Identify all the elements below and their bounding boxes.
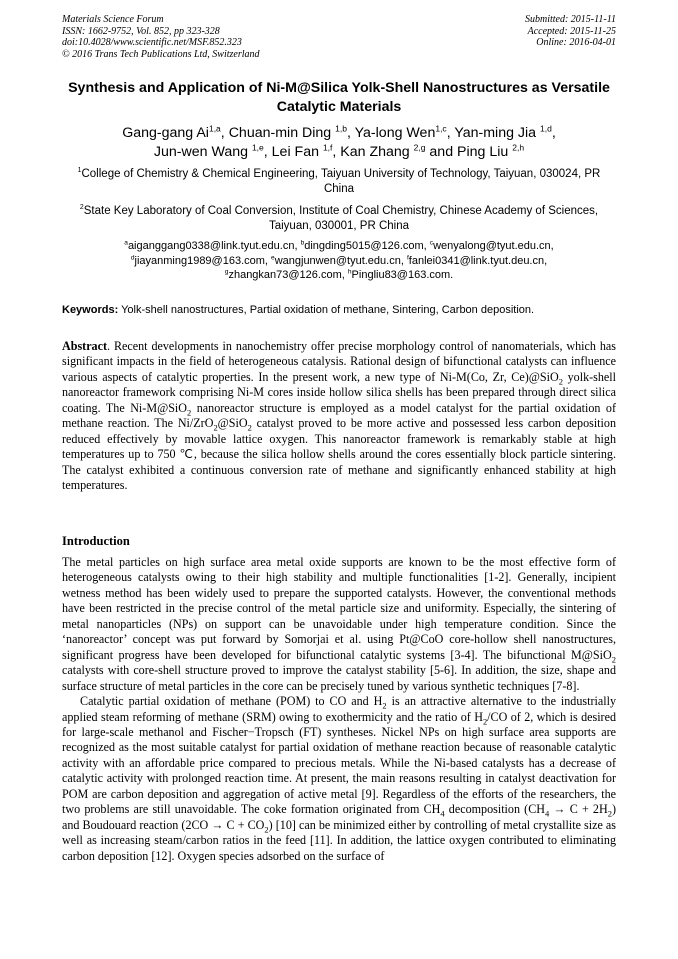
journal-header-right: [525, 14, 616, 49]
email-link[interactable]: $^c$wenyalong@tyut.edu.cn,: [429, 239, 554, 252]
paragraph: The metal particles on high surface area metal oxide supports are known to be the most effective form of heterogeneous catalysts owing to their high stability and multiple functionalities [1-2]. Generally, incipient wetness method has been widely used to prepare the supported catalysts. However, the conventional methods have been restricted in the precise control of the metal particle size and uniformity. Especially, the sintering of metal nanoparticles (NPs) on support can be unavoidable under high temperature condition. Since the ‘nanoreactor’ concept was put forward by Somorjai et al. using Pt@CoO core-hollow shell nanostructures, significant progress have been developed for bifunctional catalytic systems [3-4]. The bifunctional M@SiO$_2$ catalysts with core-shell structure proved to improve the catalyst stability [5-6]. In addition, the size, shape and surface structure of metal particles in the core can be precisely tuned by various synthetic techniques [7-8].: [62, 555, 616, 693]
keywords: [62, 303, 616, 317]
author: Gang-gang Ai$^{1,a}$,: [122, 123, 229, 141]
author: Lei Fan $^{1,f}$,: [271, 142, 341, 160]
keywords-label: Keywords:: [62, 304, 119, 316]
author: Kan Zhang $^{2,g}$ and: [340, 142, 458, 160]
abstract: [62, 339, 616, 494]
email-link[interactable]: $^e$wangjunwen@tyut.edu.cn,: [271, 253, 407, 267]
accepted-date: Accepted: 2015-11-25: [527, 25, 616, 37]
author-emails: [60, 239, 618, 283]
email-link[interactable]: $^a$aiganggang0338@link.tyut.edu.cn,: [124, 239, 301, 252]
paragraph: Catalytic partial oxidation of methane (POM) to CO and $H_2$ is an attractive alternative to the industrially applied steam reforming of methane (SRM) owing to exothermicity and the ratio of $H_2/CO$ of 2, which is desired for large-scale methanol and Fischer−Tropsch (FT) syntheses. Nickel NPs on high surface area supports are recognized as the most suitable catalyst for partial oxidation of methane reaction because of reasonable catalytic activity with an affordable price compared to precious metals. While the Ni-based catalysts has a decrease of catalytic activity with prolonged reaction time. At present, the main reasons resulting in catalyst deactivation for POM are carbon deposition and aggregation of active metal [9]. Regardless of the efforts of the researchers, the two problems are still unavoidable. The coke formation originated from $CH_4$ decomposition $(CH_4 \to C + 2H_2)$ and Boudouard reaction $(2CO \to C + CO_2)$ [10] can be minimized either by controlling of metal crystallite size as well as increasing steam/carbon ratios in the feed [11]. In addition, the lattice oxygen contributed to eliminating carbon deposition [12]. Oxygen species adsorbed on the surface of: [62, 694, 616, 863]
author: Chuan-min Ding $^{1,b}$,: [228, 123, 355, 141]
introduction-body: [62, 555, 616, 864]
email-link[interactable]: $^d$jiayanming1989@163.com,: [130, 253, 272, 267]
author-list: [40, 124, 638, 162]
journal-name: Materials Science Forum: [62, 14, 164, 25]
abstract-body: . Recent developments in nanochemistry offer precise morphology control of nanomaterials, which has significant impacts in the field of heterogeneous catalysis. Rational design of bifunctional catalysts can influence various aspects of catalytic properties. In the present work, a new type of Ni-M(Co, Zr, Ce)@SiO$_2$ yolk-shell nanoreactor framework comprising Ni-M cores inside hollow silica shells has been prepared through direct silica coating. The Ni-M@SiO$_2$ nanoreactor structure is employed as a model catalyst for the partial oxidation of methane reaction. The Ni/ZrO$_2$@SiO$_2$ catalyst proved to be more active and possessed less carbon deposition reduced effectively by movable lattice oxygen. This nanoreactor framework is remarkably stable at high temperatures up to 750 ℃, because the silica hollow shells around the cores essentially block particle sintering. The catalyst exhibited a continuous conversion rate of methane and significantly enhanced stability at high temperatures.: [62, 339, 616, 493]
keywords-text: Yolk-shell nanostructures, Partial oxidation of methane, Sintering, Carbon deposition.: [118, 304, 535, 316]
submitted-date: Submitted: 2015-11-11: [524, 14, 616, 25]
email-link[interactable]: $^f$fanlei0341@link.tyut.deu.cn,: [406, 253, 548, 267]
email-link[interactable]: $^h$Pingliu83@163.com.: [347, 268, 454, 281]
journal-doi: doi:10.4028/www.scientific.net/MSF.852.323: [62, 37, 242, 48]
author: Ya-long Wen$^{1,c}$,: [354, 123, 455, 141]
author: Yan-ming Jia $^{1,d}$,: [454, 123, 556, 141]
paper-title: Synthesis and Application of Ni-M@Silica Yolk-Shell Nanostructures as Versatile Catalytic Materials: [68, 80, 610, 115]
section-heading-introduction: Introduction: [62, 534, 130, 548]
email-link[interactable]: $^g$zhangkan73@126.com,: [224, 268, 348, 281]
affiliation-2: $^2$State Key Laboratory of Coal Conversion, Institute of Coal Chemistry, Chinese Academy of Sciences, Taiyuan, 030001, PR China: [79, 204, 599, 232]
email-link[interactable]: $^b$dingding5015@126.com,: [300, 239, 430, 252]
online-date: Online: 2016-04-01: [536, 37, 616, 48]
abstract-label: Abstract: [62, 339, 108, 353]
journal-copyright: © 2016 Trans Tech Publications Ltd, Switzerland: [62, 48, 260, 60]
author: Jun-wen Wang $^{1,e}$,: [153, 142, 272, 160]
journal-issn: ISSN: 1662-9752, Vol. 852, pp 323-328: [62, 25, 220, 37]
author: Ping Liu $^{2,h}$: [457, 142, 525, 160]
journal-header-left: [62, 14, 260, 60]
affiliation-1: $^1$College of Chemistry & Chemical Engineering, Taiyuan University of Technology, Taiyuan, 030024, PR China: [77, 167, 601, 195]
